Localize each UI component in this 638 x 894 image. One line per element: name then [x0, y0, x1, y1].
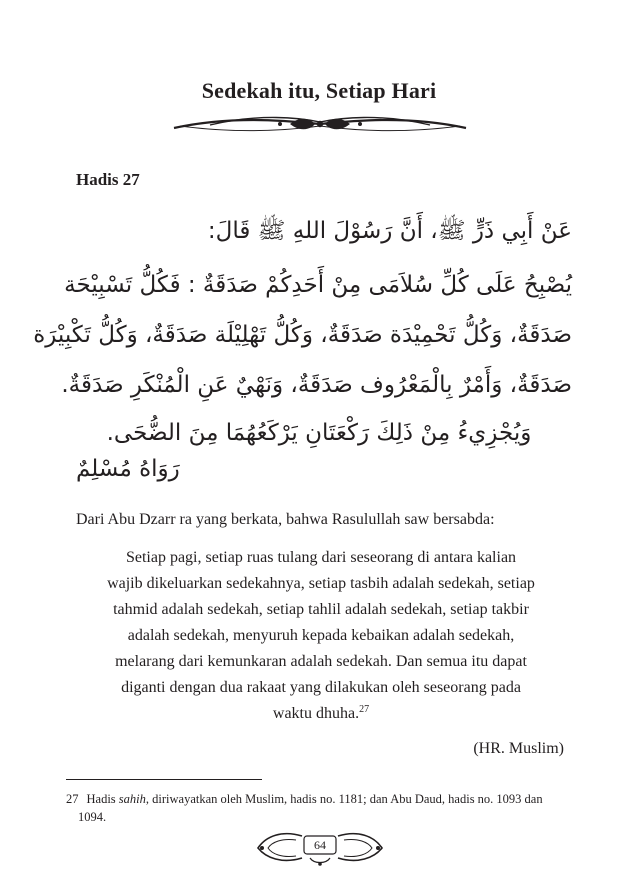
arabic-narration: رَوَاهُ مُسْلِمٌ [76, 456, 180, 482]
footnote-reference[interactable]: 27 [359, 704, 370, 715]
translation-line: tahmid adalah sedekah, setiap tahlil adalah sedekah, setiap takbir [113, 601, 529, 618]
footnote-number: 27 [66, 792, 79, 806]
footnote-text: , diriwayatkan oleh Muslim, hadis no. 1181; dan Abu Daud, hadis no. 1093 dan [145, 792, 543, 806]
translation-line: Setiap pagi, setiap ruas tulang dari seseorang di antara kalian [125, 549, 517, 566]
footnote [66, 790, 576, 826]
arabic-line-2: يُصْبِحُ عَلَى كُلِّ سُلاَمَى مِنْ أَحَدِكُمْ صَدَقَةٌ : فَكُلُّ تَسْبِيْحَة [64, 272, 572, 298]
translation-intro: Dari Abu Dzarr ra yang berkata, bahwa Rasulullah saw bersabda: [76, 511, 495, 528]
arabic-line-5: وَيُجْزِيءُ مِنْ ذَلِكَ رَكْعَتَانِ يَرْكَعُهُمَا مِنَ الضُّحَى. [106, 420, 532, 446]
translation-line: melarang dari kemunkaran adalah sedekah. Dan semua itu dapat [115, 653, 527, 670]
translation-line: diganti dengan dua rakaat yang dilakukan oleh seseorang pada [121, 679, 521, 696]
translation-line-last [66, 701, 576, 727]
footnote-divider [66, 779, 262, 780]
chapter-title: Sedekah itu, Setiap Hari [201, 78, 437, 103]
footnote-label: Hadis [86, 792, 116, 806]
footnote-line-1 [66, 790, 576, 808]
arabic-line-3: صَدَقَةٌ، وَكُلُّ تَحْمِيْدَة صَدَقَةٌ، وَكُلُّ تَهْلِيْلَة صَدَقَةٌ، وَكُلُّ تَكْبِيْرَة [33, 322, 572, 348]
footnote-line-2: 1094. [78, 810, 107, 824]
page-number: 64 [314, 838, 326, 852]
title-ornament-icon [170, 110, 470, 138]
arabic-line-1: عَنْ أَبِي ذَرٍّ ﷺ، أَنَّ رَسُوْلَ اللهِ ﷺ قَالَ: [207, 218, 572, 244]
translation-line: adalah sedekah, menyuruh kepada kebaikan adalah sedekah, [127, 627, 515, 644]
hadis-label: Hadis 27 [76, 170, 140, 189]
arabic-line-4: صَدَقَةٌ، وَأَمْرٌ بِالْمَعْرُوف صَدَقَةٌ، وَنَهْيٌ عَنِ الْمُنْكَرِ صَدَقَةٌ. [61, 372, 572, 398]
translation-paragraph [66, 545, 576, 727]
hadith-source: (HR. Muslim) [473, 740, 564, 757]
translation-line: waktu dhuha. [272, 705, 360, 722]
translation-line: wajib dikeluarkan sedekahnya, setiap tasbih adalah sedekah, setiap [107, 575, 535, 592]
footnote-label-italic: sahih [118, 792, 146, 806]
